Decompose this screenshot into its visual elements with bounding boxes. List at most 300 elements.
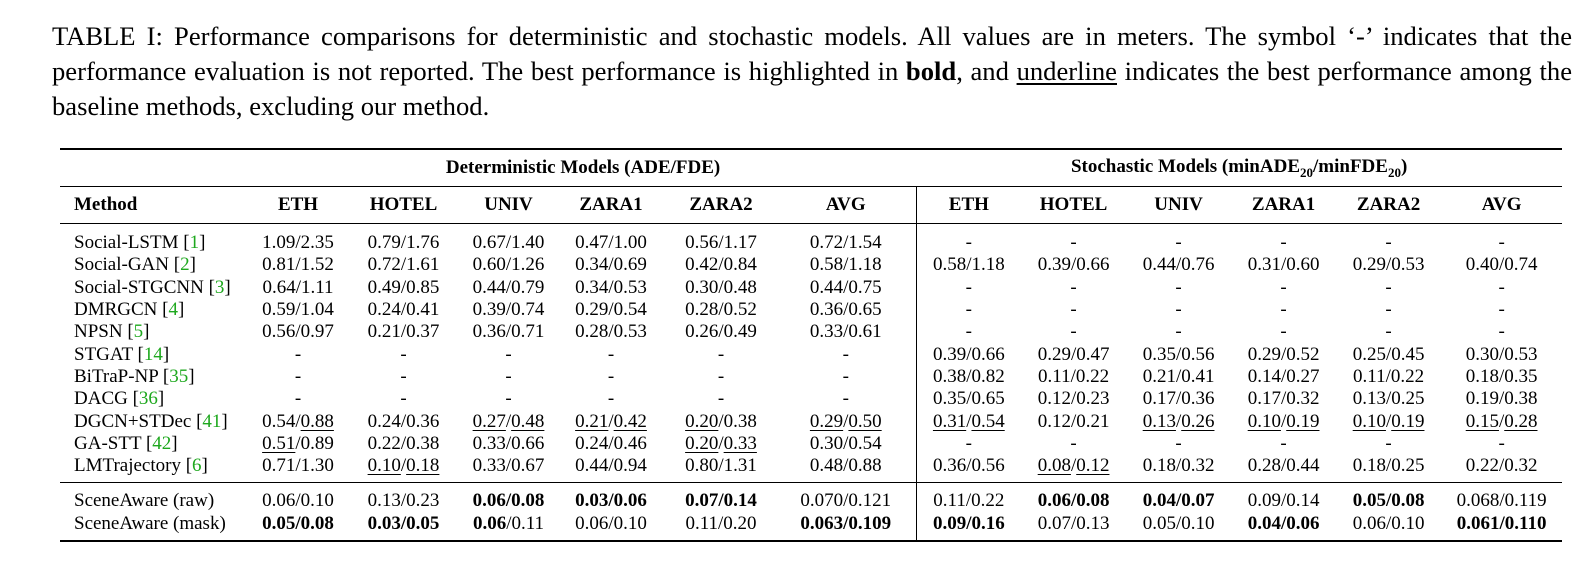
table-cell — [1021, 455, 1126, 483]
table-cell — [776, 483, 916, 513]
value-separator: / — [1385, 489, 1392, 511]
table-cell — [1021, 388, 1126, 410]
table-cell — [776, 410, 916, 432]
table-cell — [1021, 299, 1126, 321]
fde-value: 0.08 — [1076, 489, 1110, 511]
ade-value: 0.09 — [1247, 489, 1281, 511]
not-reported-mark: - — [1070, 232, 1077, 254]
value-separator: / — [1280, 254, 1287, 276]
method-name: DGCN+STDec — [74, 410, 192, 432]
ade-value: 0.13 — [367, 489, 401, 511]
fde-value: 0.74 — [511, 299, 545, 321]
ade-value: 0.28 — [685, 299, 719, 321]
fde-value: 0.28 — [1504, 410, 1538, 432]
fde-value: 0.22 — [1075, 365, 1110, 387]
ade-value: 0.10 — [1247, 410, 1281, 432]
not-reported-mark: - — [1498, 432, 1505, 454]
ade-value: 0.05 — [1352, 489, 1386, 511]
not-reported-mark: - — [1070, 276, 1077, 298]
column-header-univ-sto: UNIV — [1154, 194, 1203, 215]
table-cell — [666, 254, 776, 276]
fde-value: 0.27 — [1286, 365, 1320, 387]
value-separator: / — [295, 321, 301, 343]
table-cell — [916, 277, 1021, 299]
ade-value: 0.33 — [472, 432, 506, 454]
column-header-zara2-det: ZARA2 — [689, 194, 753, 215]
citation-link[interactable]: 14 — [143, 343, 163, 365]
not-reported-mark: - — [1175, 276, 1182, 298]
method-cell: DGCN+STDec [41] — [74, 410, 228, 432]
value-separator: / — [295, 512, 301, 534]
value-separator: / — [505, 299, 512, 321]
table-cell — [1126, 224, 1231, 255]
ade-value: 0.11 — [933, 489, 966, 511]
table-cell — [1336, 366, 1441, 388]
value-separator: / — [1385, 388, 1392, 410]
table-cell — [666, 410, 776, 432]
fde-value: 1.30 — [300, 455, 334, 477]
table-cell — [461, 483, 556, 513]
ade-value: 0.26 — [685, 321, 719, 343]
not-reported-mark: - — [965, 432, 972, 454]
table-cell — [556, 254, 666, 276]
fde-value: 0.21 — [1076, 410, 1110, 432]
table-row — [60, 321, 1562, 343]
table-cell — [250, 388, 346, 410]
table-row — [60, 455, 1562, 483]
value-separator: / — [1175, 365, 1182, 387]
ade-value: 0.08 — [1037, 455, 1071, 477]
ade-value: 0.38 — [932, 365, 967, 387]
table-row — [60, 224, 1562, 255]
ade-value: 0.063 — [800, 512, 844, 534]
fde-value: 0.53 — [613, 276, 647, 298]
table-cell — [1231, 455, 1336, 483]
value-separator: / — [1070, 388, 1077, 410]
method-name: SceneAware (raw) — [74, 489, 215, 511]
value-separator: / — [1175, 512, 1182, 534]
citation-link[interactable]: 41 — [202, 410, 222, 432]
table-cell — [776, 366, 916, 388]
fde-value: 1.76 — [406, 232, 440, 254]
ade-value: 0.24 — [575, 432, 609, 454]
ade-value: 0.47 — [575, 232, 609, 254]
value-separator: / — [1498, 254, 1505, 276]
table-cell — [1126, 410, 1231, 432]
value-separator: / — [1498, 343, 1505, 365]
method-name: Social-GAN — [74, 254, 169, 276]
citation-link[interactable]: 4 — [168, 299, 178, 321]
value-separator: / — [1385, 254, 1392, 276]
ade-value: 0.67 — [472, 232, 506, 254]
column-header-hotel-det: HOTEL — [369, 194, 438, 215]
table-cell — [1441, 224, 1562, 255]
fde-value: 0.25 — [1391, 388, 1425, 410]
fde-value: 0.19 — [1391, 410, 1425, 432]
table-cell — [1021, 224, 1126, 255]
value-separator: / — [1070, 410, 1077, 432]
ade-value: 0.21 — [367, 321, 401, 343]
fde-value: 0.45 — [1391, 343, 1425, 365]
value-separator: / — [843, 432, 849, 454]
table-cell — [916, 224, 1021, 255]
value-separator: / — [608, 432, 614, 454]
not-reported-mark: - — [1175, 232, 1182, 254]
value-separator: / — [505, 276, 512, 298]
table-cell — [666, 455, 776, 483]
fde-value: 1.18 — [848, 254, 882, 276]
value-separator: / — [506, 512, 512, 534]
table-cell — [346, 455, 461, 483]
column-header-avg-det: AVG — [825, 194, 866, 215]
table-cell — [916, 388, 1021, 410]
table-cell — [1336, 455, 1441, 483]
table-row — [60, 483, 1562, 513]
ade-value: 0.24 — [367, 410, 401, 432]
ade-value: 0.061 — [1456, 512, 1500, 534]
ade-value: 0.48 — [809, 455, 844, 477]
fde-value: 1.18 — [971, 254, 1005, 276]
value-separator: / — [505, 232, 512, 254]
value-separator: / — [400, 299, 407, 321]
ade-value: 0.72 — [367, 254, 401, 276]
not-reported-mark: - — [607, 388, 615, 410]
value-separator: / — [1280, 455, 1287, 477]
fde-value: 0.23 — [406, 489, 440, 511]
value-separator: / — [295, 232, 301, 254]
table-cell — [776, 343, 916, 365]
value-separator: / — [843, 299, 849, 321]
table-row — [60, 366, 1562, 388]
table-row — [60, 254, 1562, 276]
table-cell — [346, 366, 461, 388]
table-cell — [1336, 321, 1441, 343]
table-cell — [556, 277, 666, 299]
not-reported-mark: - — [1175, 432, 1182, 454]
not-reported-mark: - — [965, 299, 972, 321]
method-name: BiTraP-NP — [74, 365, 159, 387]
ade-value: 0.06 — [472, 489, 506, 511]
method-cell: Social-GAN [2] — [74, 254, 196, 276]
ade-value: 0.06 — [1037, 489, 1071, 511]
stochastic-group-header: Stochastic Models (minADE$_{20}$/minFDE$_{20}$) — [916, 149, 1562, 187]
not-reported-mark: - — [400, 388, 407, 410]
fde-value: 1.54 — [848, 232, 882, 254]
not-reported-mark: - — [1175, 299, 1182, 321]
table-cell — [250, 512, 346, 541]
not-reported-mark: - — [1280, 299, 1287, 321]
fde-value: 0.11 — [511, 512, 545, 534]
value-separator: / — [608, 455, 614, 477]
fde-value: 0.88 — [300, 410, 334, 432]
table-cell — [1231, 388, 1336, 410]
ade-value: 0.22 — [367, 432, 401, 454]
ade-value: 0.070 — [800, 489, 844, 511]
table-cell — [556, 321, 666, 343]
value-separator: / — [1498, 365, 1505, 387]
not-reported-mark: - — [294, 388, 302, 410]
not-reported-mark: - — [842, 343, 849, 365]
value-separator: / — [295, 432, 301, 454]
citation-link[interactable]: 2 — [180, 254, 190, 276]
value-separator: / — [1385, 365, 1391, 387]
value-separator: / — [608, 489, 614, 511]
table-cell — [666, 366, 776, 388]
value-separator: / — [400, 232, 407, 254]
method-name: LMTrajectory — [74, 455, 181, 477]
fde-value: 0.32 — [1286, 388, 1320, 410]
ade-value: 0.58 — [809, 254, 844, 276]
table-cell — [1441, 299, 1562, 321]
fde-value: 1.52 — [300, 254, 334, 276]
fde-value: 0.67 — [511, 455, 545, 477]
method-cell: NPSN [5] — [74, 321, 150, 343]
fde-value: 0.66 — [1076, 254, 1110, 276]
table-cell — [250, 224, 346, 255]
deterministic-group-header: Deterministic Models (ADE/FDE) — [250, 149, 916, 187]
fde-value: 0.49 — [723, 321, 757, 343]
table-cell — [346, 388, 461, 410]
not-reported-mark: - — [1385, 321, 1392, 343]
value-separator: / — [1280, 388, 1287, 410]
table-cell — [1441, 343, 1562, 365]
value-separator: / — [400, 276, 407, 298]
table-cell — [556, 410, 666, 432]
table-cell — [1441, 388, 1562, 410]
value-separator: / — [718, 455, 724, 477]
ade-value: 0.07 — [1037, 512, 1071, 534]
column-header-eth-sto: ETH — [916, 187, 1021, 224]
method-name: DACG — [74, 388, 128, 410]
value-separator: / — [400, 321, 407, 343]
ade-value: 0.24 — [367, 299, 401, 321]
ade-value: 0.20 — [685, 432, 719, 454]
value-separator: / — [1175, 254, 1182, 276]
table-cell — [250, 343, 346, 365]
fde-value: 0.41 — [1181, 365, 1215, 387]
fde-value: 0.54 — [848, 432, 882, 454]
fde-value: 1.04 — [300, 299, 334, 321]
value-separator: / — [718, 489, 724, 511]
fde-value: 0.71 — [511, 321, 545, 343]
not-reported-mark: - — [1280, 432, 1287, 454]
column-header-hotel-sto: HOTEL — [1039, 194, 1108, 215]
table-cell — [346, 483, 461, 513]
ade-value: 0.30 — [809, 432, 844, 454]
value-separator: / — [400, 455, 407, 477]
table-cell — [556, 512, 666, 541]
fde-value: 0.41 — [406, 299, 440, 321]
citation-link[interactable]: 1 — [189, 232, 200, 254]
citation-link[interactable]: 5 — [133, 321, 144, 343]
table-cell — [1021, 483, 1126, 513]
fde-value: 0.14 — [723, 489, 757, 511]
fde-value: 0.08 — [511, 489, 545, 511]
ade-value: 0.29 — [1247, 343, 1281, 365]
fde-value: 0.22 — [1390, 365, 1425, 387]
ade-value: 0.39 — [932, 343, 967, 365]
ade-value: 0.44 — [472, 276, 506, 298]
method-name: NPSN — [74, 321, 123, 343]
results-table — [60, 148, 1562, 542]
table-cell — [461, 512, 556, 541]
fde-value: 0.18 — [406, 455, 440, 477]
table-cell — [1231, 410, 1336, 432]
value-separator: / — [843, 489, 849, 511]
ade-value: 0.09 — [932, 512, 967, 534]
fde-value: 0.97 — [300, 321, 334, 343]
value-separator: / — [608, 410, 614, 432]
ade-value: 0.11 — [685, 512, 718, 534]
value-separator: / — [1498, 388, 1505, 410]
value-separator: / — [608, 276, 614, 298]
table-cell — [461, 321, 556, 343]
fde-value: 0.19 — [1286, 410, 1320, 432]
ade-value: 0.19 — [1465, 388, 1499, 410]
value-separator: / — [718, 410, 724, 432]
value-separator: / — [1070, 489, 1077, 511]
ade-value: 0.56 — [262, 321, 296, 343]
table-cell — [666, 277, 776, 299]
value-separator: / — [718, 276, 724, 298]
table-cell — [776, 433, 916, 455]
value-separator: / — [966, 365, 972, 387]
table-cell — [1231, 224, 1336, 255]
table-cell — [1441, 512, 1562, 541]
citation-link[interactable]: 42 — [152, 432, 172, 454]
fde-value: 1.17 — [723, 232, 757, 254]
fde-value: 0.76 — [1181, 254, 1215, 276]
table-cell — [1231, 299, 1336, 321]
fde-value: 0.52 — [1286, 343, 1320, 365]
table-cell — [1021, 366, 1126, 388]
table-cell — [1126, 321, 1231, 343]
value-separator: / — [1070, 455, 1077, 477]
table-cell — [1441, 455, 1562, 483]
fde-value: 0.10 — [1181, 512, 1215, 534]
table-cell — [250, 277, 346, 299]
citation-link[interactable]: 3 — [214, 276, 225, 298]
table-cell — [461, 343, 556, 365]
ade-value: 0.36 — [472, 321, 506, 343]
value-separator: / — [718, 432, 724, 454]
ade-value: 0.18 — [1142, 455, 1176, 477]
ade-value: 0.31 — [932, 410, 967, 432]
value-separator: / — [1070, 343, 1077, 365]
method-name: Social-STGCNN — [74, 276, 204, 298]
table-cell — [1126, 277, 1231, 299]
table-cell — [1231, 321, 1336, 343]
fde-value: 0.38 — [406, 432, 440, 454]
ade-value: 1.09 — [262, 232, 296, 254]
caption-text-1: TABLE I: Performance comparisons for deterministic and stochastic models. All values are in meters. The symbol ‘-’ indicates that the performance evaluation is not reported. The best performance is highlighted in — [52, 21, 1572, 86]
table-cell — [1126, 366, 1231, 388]
fde-value: 0.121 — [848, 489, 892, 511]
not-reported-mark: - — [607, 365, 615, 387]
fde-value: 0.53 — [1391, 254, 1425, 276]
caption-bold-word: bold — [905, 56, 957, 86]
table-cell — [346, 299, 461, 321]
table-cell — [1126, 343, 1231, 365]
fde-value: 1.61 — [406, 254, 440, 276]
table-cell — [1336, 483, 1441, 513]
citation-link[interactable]: 35 — [169, 365, 189, 387]
fde-value: 1.11 — [300, 276, 334, 298]
ade-value: 0.03 — [575, 489, 609, 511]
not-reported-mark: - — [1498, 321, 1505, 343]
table-cell — [250, 433, 346, 455]
ade-value: 0.30 — [1465, 343, 1499, 365]
value-separator: / — [295, 254, 301, 276]
method-cell: DMRGCN [4] — [74, 299, 185, 321]
table-cell — [250, 410, 346, 432]
table-cell — [1231, 366, 1336, 388]
value-separator: / — [965, 489, 972, 511]
fde-value: 0.05 — [406, 512, 440, 534]
fde-value: 1.31 — [723, 455, 757, 477]
table-cell — [776, 512, 916, 541]
citation-link[interactable]: 6 — [192, 455, 202, 477]
fde-value: 0.07 — [1181, 489, 1215, 511]
value-separator: / — [400, 254, 407, 276]
value-separator: / — [1175, 489, 1182, 511]
ade-value: 0.49 — [367, 276, 401, 298]
value-separator: / — [966, 410, 972, 432]
value-separator: / — [1175, 455, 1182, 477]
column-header-zara1-det: ZARA1 — [579, 194, 643, 215]
ade-value: 0.03 — [367, 512, 401, 534]
table-cell — [916, 254, 1021, 276]
table-cell — [1231, 343, 1336, 365]
table-cell — [776, 224, 916, 255]
table-row — [60, 299, 1562, 321]
ade-value: 0.06 — [575, 512, 609, 534]
ade-value: 0.59 — [262, 299, 296, 321]
table-cell — [666, 483, 776, 513]
method-cell: STGAT [14] — [74, 343, 170, 365]
not-reported-mark: - — [1498, 232, 1505, 254]
table-cell — [1336, 224, 1441, 255]
value-separator: / — [1175, 410, 1182, 432]
ade-value: 0.13 — [1142, 410, 1176, 432]
table-cell — [1021, 512, 1126, 541]
table-cell — [1021, 433, 1126, 455]
not-reported-mark: - — [505, 365, 512, 387]
table-cell — [250, 299, 346, 321]
ade-value: 0.06 — [262, 489, 296, 511]
table-cell — [1126, 512, 1231, 541]
fde-value: 0.33 — [723, 432, 757, 454]
value-separator: / — [608, 321, 614, 343]
table-cell — [916, 433, 1021, 455]
citation-link[interactable]: 36 — [138, 388, 158, 410]
value-separator: / — [400, 432, 407, 454]
ade-value: 0.28 — [1247, 455, 1281, 477]
ade-value: 0.44 — [575, 455, 609, 477]
table-cell — [1231, 483, 1336, 513]
ade-value: 0.07 — [685, 489, 719, 511]
value-separator: / — [843, 455, 849, 477]
ade-value: 0.35 — [1142, 343, 1176, 365]
value-separator: / — [1385, 512, 1392, 534]
fde-value: 0.60 — [1286, 254, 1320, 276]
not-reported-mark: - — [1385, 299, 1392, 321]
not-reported-mark: - — [607, 343, 615, 365]
table-cell — [346, 254, 461, 276]
fde-value: 0.84 — [723, 254, 757, 276]
value-separator: / — [1499, 489, 1505, 511]
ade-value: 0.18 — [1352, 455, 1386, 477]
